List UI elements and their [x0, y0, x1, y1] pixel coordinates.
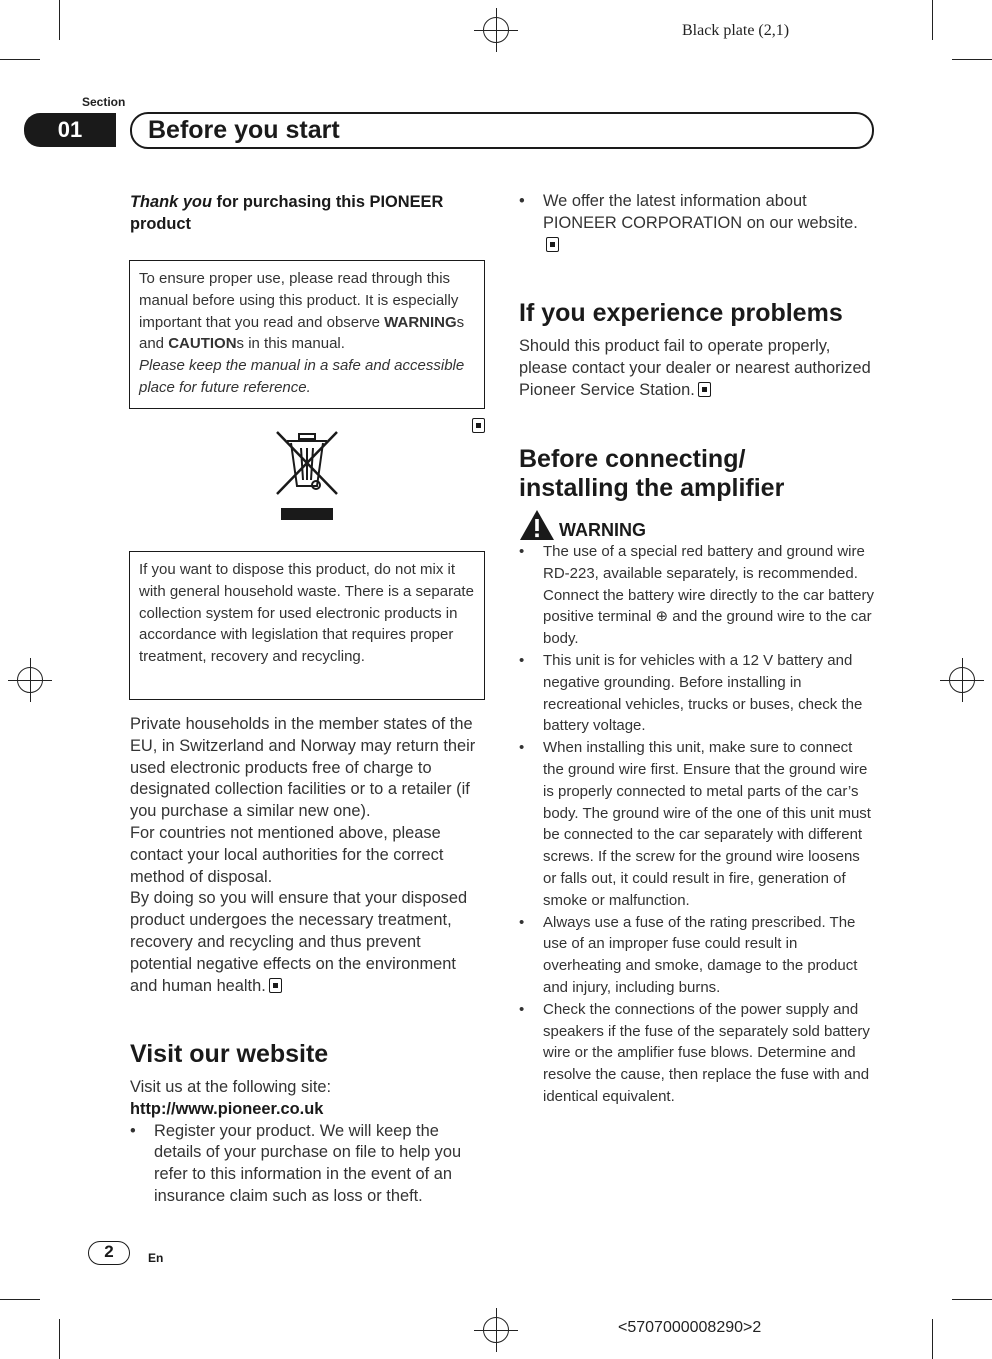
end-mark [472, 418, 485, 433]
notice-italic: Please keep the manual in a safe and accessible place for future reference. [139, 357, 465, 396]
registration-mark [483, 17, 509, 43]
section-label: Section [82, 95, 126, 109]
warning-list [519, 541, 874, 1108]
registration-mark [17, 667, 43, 693]
thanks-italic: Thank you [130, 193, 212, 211]
amplifier-heading [519, 445, 784, 503]
document-code: <5707000008290>2 [618, 1319, 762, 1336]
page-number: 2 [88, 1241, 130, 1265]
list-item: • When installing this unit, make sure to connect the ground wire first. Ensure that the ground wire is properly connected to metal parts of the car’s body. The ground wire of the one of this unit must be connected to the car separately with different screws. If the screw for the ground wire loosens or falls out, it could result in fire, generation of smoke or malfunction. [519, 737, 874, 911]
crop-mark [0, 59, 40, 60]
visit-intro: Visit us at the following site: [130, 1078, 332, 1096]
notice-box [129, 260, 485, 409]
crop-mark [952, 59, 992, 60]
crop-mark [932, 1319, 933, 1359]
amplifier-heading-line: Before connecting/ [519, 445, 746, 473]
end-mark [546, 237, 559, 252]
list-item: • The use of a special red battery and ground wire RD-223, available separately, is recommended. Connect the battery wire directly to the car battery positive terminal ⊕ and the ground wire to the car body. [519, 541, 874, 650]
plate-label: Black plate (2,1) [682, 22, 790, 39]
crop-mark [59, 0, 60, 40]
visit-list [130, 1121, 484, 1208]
warning-text: WARNING [559, 520, 646, 540]
offer-section [519, 191, 873, 256]
notice-tail: s in this manual. [236, 335, 345, 353]
notice-text: To ensure proper use, please read through this manual before using this product. It is especially important that you read and observe [139, 270, 459, 331]
list-item: • Always use a fuse of the rating prescribed. The use of an improper fuse could result in overheating and smoke, damage to the product and injury, including burns. [519, 912, 874, 999]
crop-mark [59, 1319, 60, 1359]
crop-mark [952, 1299, 992, 1300]
list-item: • Check the connections of the power supply and speakers if the fuse of the separately sold battery wire or the amplifier fuse blows. Determine and resolve the cause, then replace the fuse with and identical equivalent. [519, 999, 874, 1108]
visit-url-link[interactable]: http://www.pioneer.co.uk [130, 1099, 324, 1118]
caution-word: CAUTION [168, 335, 237, 353]
warning-word: WARNING [384, 313, 457, 331]
thanks-heading [130, 191, 482, 235]
crop-mark [932, 0, 933, 40]
registration-mark [949, 667, 975, 693]
visit-section [130, 1077, 484, 1208]
list-item: • Register your product. We will keep the details of your purchase on file to help you refer to this information in the event of an insurance claim such as loss or theft. [130, 1121, 484, 1208]
disposal-box: If you want to dispose this product, do not mix it with general household waste. There is a separate collection system for used electronic products in accordance with legislation that requires proper treatment, recovery and recycling. [129, 551, 485, 700]
amplifier-heading-line: installing the amplifier [519, 474, 785, 502]
warning-section [519, 541, 874, 1108]
thanks-rest: for purchasing this PIONEER product [130, 193, 444, 233]
end-mark [698, 382, 711, 397]
warning-triangle-icon [519, 509, 555, 541]
list-item: • This unit is for vehicles with a 12 V battery and negative grounding. Before installing in recreational vehicles, trucks or buses, check the battery voltage. [519, 650, 874, 737]
notice-mid: s and [139, 313, 465, 353]
weee-bin-icon [275, 430, 339, 522]
list-item: • We offer the latest information about PIONEER CORPORATION on our website. [519, 191, 873, 256]
crop-mark [0, 1299, 40, 1300]
end-mark [269, 978, 282, 993]
offer-list [519, 191, 873, 256]
section-number: 01 [24, 113, 116, 147]
registration-mark [483, 1317, 509, 1343]
problems-text: Should this product fail to operate properly, please contact your dealer or nearest authorized Pioneer Service Station. [519, 337, 871, 399]
households-paragraph: Private households in the member states of the EU, in Switzerland and Norway may return their used electronic products free of charge to designated collection facilities or to a retailer (if you purchase a similar new one). [130, 715, 476, 821]
households-paragraph: By doing so you will ensure that your disposed product undergoes the necessary treatment, recovery and recycling and thus prevent potential negative effects on the environment and human health. [130, 889, 468, 995]
households-paragraph: For countries not mentioned above, please contact your local authorities for the correct method of disposal. [130, 823, 444, 886]
households-text [130, 714, 484, 997]
language-label: En [148, 1251, 164, 1265]
visit-heading: Visit our website [130, 1040, 329, 1068]
problems-heading: If you experience problems [519, 299, 843, 327]
page-title: Before you start [130, 112, 874, 149]
